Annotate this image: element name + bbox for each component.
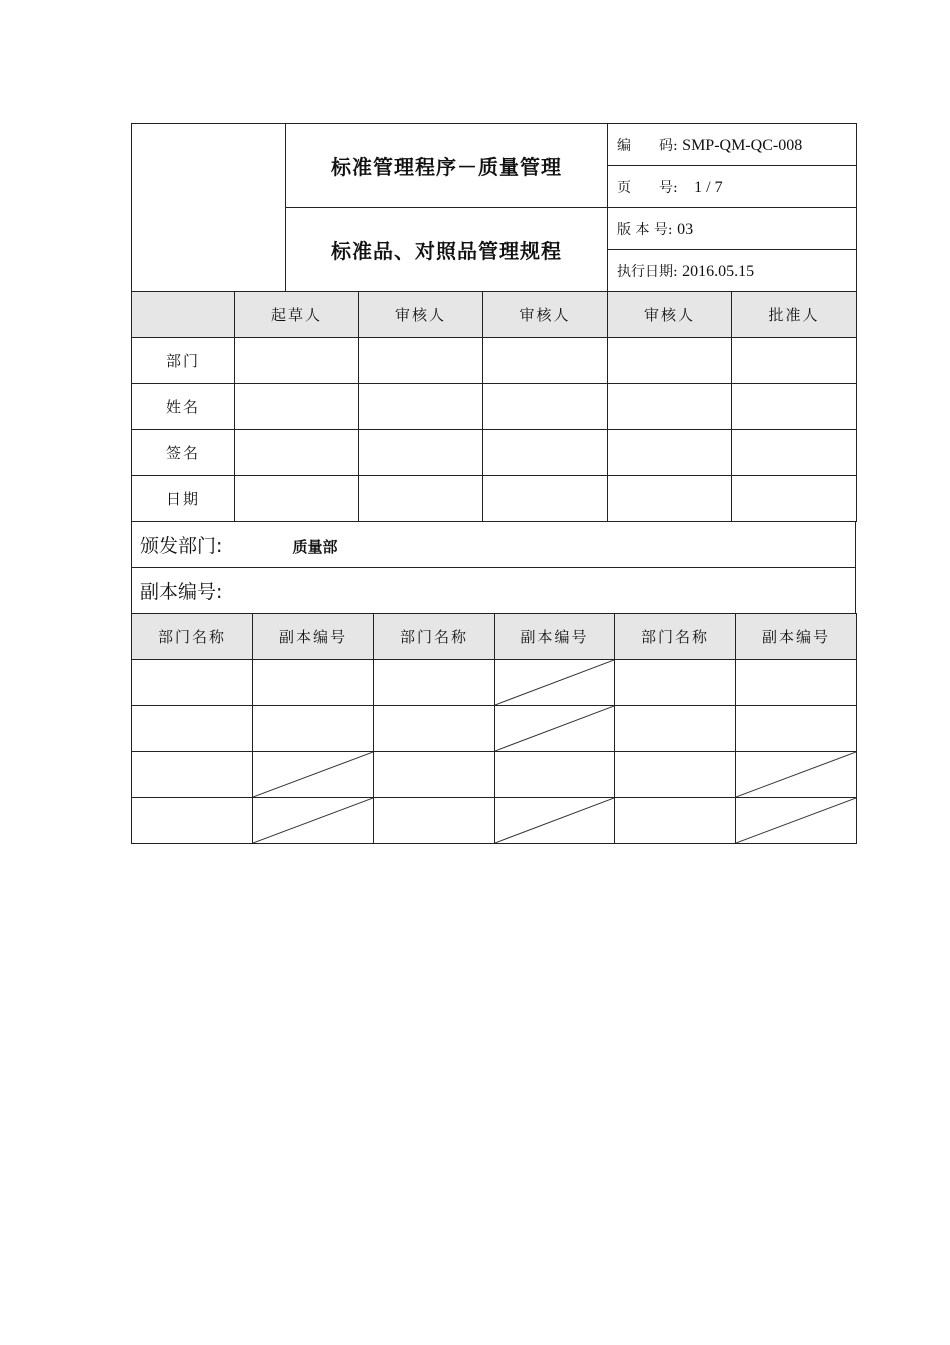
copies-cell[interactable] (615, 798, 736, 844)
approval-cell[interactable] (732, 476, 857, 522)
approval-cell[interactable] (483, 476, 608, 522)
copy-number-row (132, 568, 856, 614)
approval-cell[interactable] (235, 476, 359, 522)
issue-dept-label: 颁发部门: (140, 535, 223, 557)
copies-cell[interactable] (736, 706, 857, 752)
document-title-sub: 标准品、对照品管理规程 (286, 208, 608, 292)
strike-through-line (736, 798, 856, 843)
document-sheet (131, 123, 856, 844)
strike-through-line (253, 798, 373, 843)
copies-col-header: 副本编号 (253, 614, 374, 660)
date-value: 2016.05.15 (682, 262, 755, 280)
approval-cell[interactable] (359, 476, 483, 522)
copies-cell[interactable] (132, 752, 253, 798)
document-title-main: 标准管理程序－质量管理 (286, 124, 608, 208)
date-cell (608, 250, 857, 292)
issue-dept-row (132, 522, 856, 568)
version-cell (608, 208, 857, 250)
approval-col-header: 审核人 (359, 292, 483, 338)
copies-cell-void (495, 798, 615, 844)
approval-cell[interactable] (732, 430, 857, 476)
copies-cell[interactable] (374, 660, 495, 706)
copies-cell[interactable] (374, 752, 495, 798)
strike-through-line (495, 660, 614, 705)
approval-header-row (132, 292, 857, 338)
copies-col-header: 部门名称 (132, 614, 253, 660)
copies-cell[interactable] (132, 660, 253, 706)
table-row (132, 660, 857, 706)
approval-cell[interactable] (608, 476, 732, 522)
approval-cell[interactable] (483, 338, 608, 384)
code-label: 编 码: (617, 137, 678, 154)
copies-table (131, 613, 857, 844)
copies-cell[interactable] (495, 752, 615, 798)
code-cell (608, 124, 857, 166)
copies-cell[interactable] (615, 706, 736, 752)
approval-cell[interactable] (359, 338, 483, 384)
approval-col-header: 起草人 (235, 292, 359, 338)
approval-table (131, 291, 857, 522)
copies-col-header: 部门名称 (615, 614, 736, 660)
copies-cell[interactable] (253, 706, 374, 752)
copies-cell[interactable] (374, 798, 495, 844)
approval-cell[interactable] (732, 338, 857, 384)
copies-header-row (132, 614, 857, 660)
approval-col-header: 审核人 (483, 292, 608, 338)
approval-col-header: 审核人 (608, 292, 732, 338)
logo-cell (132, 124, 286, 292)
copies-cell-void (495, 706, 615, 752)
date-label: 执行日期: (617, 263, 678, 280)
approval-row-label: 部门 (132, 338, 235, 384)
copies-col-header: 副本编号 (736, 614, 857, 660)
strike-through-line (253, 752, 373, 797)
approval-cell[interactable] (359, 430, 483, 476)
copies-cell[interactable] (253, 660, 374, 706)
copies-cell-void (495, 660, 615, 706)
copies-cell-void (253, 798, 374, 844)
page-label: 页 号: (617, 179, 678, 196)
table-row (132, 384, 857, 430)
copies-cell[interactable] (615, 660, 736, 706)
approval-cell[interactable] (235, 430, 359, 476)
copies-cell[interactable] (374, 706, 495, 752)
approval-cell[interactable] (359, 384, 483, 430)
table-row (132, 430, 857, 476)
copies-cell-void (736, 798, 857, 844)
copies-cell[interactable] (132, 798, 253, 844)
issue-dept-value: 质量部 (292, 538, 338, 556)
table-row (132, 476, 857, 522)
copy-number-label: 副本编号: (140, 581, 223, 603)
page-cell (608, 166, 857, 208)
page-value: 1 / 7 (694, 178, 723, 196)
copies-cell-void (736, 752, 857, 798)
version-label: 版 本 号: (617, 221, 673, 238)
table-row (132, 752, 857, 798)
strike-through-line (495, 798, 614, 843)
approval-cell[interactable] (608, 430, 732, 476)
approval-row-label: 签名 (132, 430, 235, 476)
strike-through-line (495, 706, 614, 751)
approval-cell[interactable] (235, 338, 359, 384)
approval-cell[interactable] (608, 338, 732, 384)
approval-row-label: 姓名 (132, 384, 235, 430)
strike-through-line (736, 752, 856, 797)
copies-cell[interactable] (132, 706, 253, 752)
issue-table (131, 521, 856, 614)
copies-cell[interactable] (615, 752, 736, 798)
approval-cell[interactable] (483, 384, 608, 430)
approval-cell[interactable] (235, 384, 359, 430)
copies-col-header: 部门名称 (374, 614, 495, 660)
approval-corner-cell (132, 292, 235, 338)
approval-col-header: 批准人 (732, 292, 857, 338)
copies-cell-void (253, 752, 374, 798)
table-row (132, 338, 857, 384)
approval-cell[interactable] (608, 384, 732, 430)
approval-row-label: 日期 (132, 476, 235, 522)
code-value: SMP-QM-QC-008 (682, 136, 803, 154)
version-value: 03 (677, 220, 694, 238)
table-row (132, 706, 857, 752)
header-table (131, 123, 857, 292)
approval-cell[interactable] (732, 384, 857, 430)
copies-col-header: 副本编号 (495, 614, 615, 660)
table-row (132, 798, 857, 844)
copies-cell[interactable] (736, 660, 857, 706)
approval-cell[interactable] (483, 430, 608, 476)
